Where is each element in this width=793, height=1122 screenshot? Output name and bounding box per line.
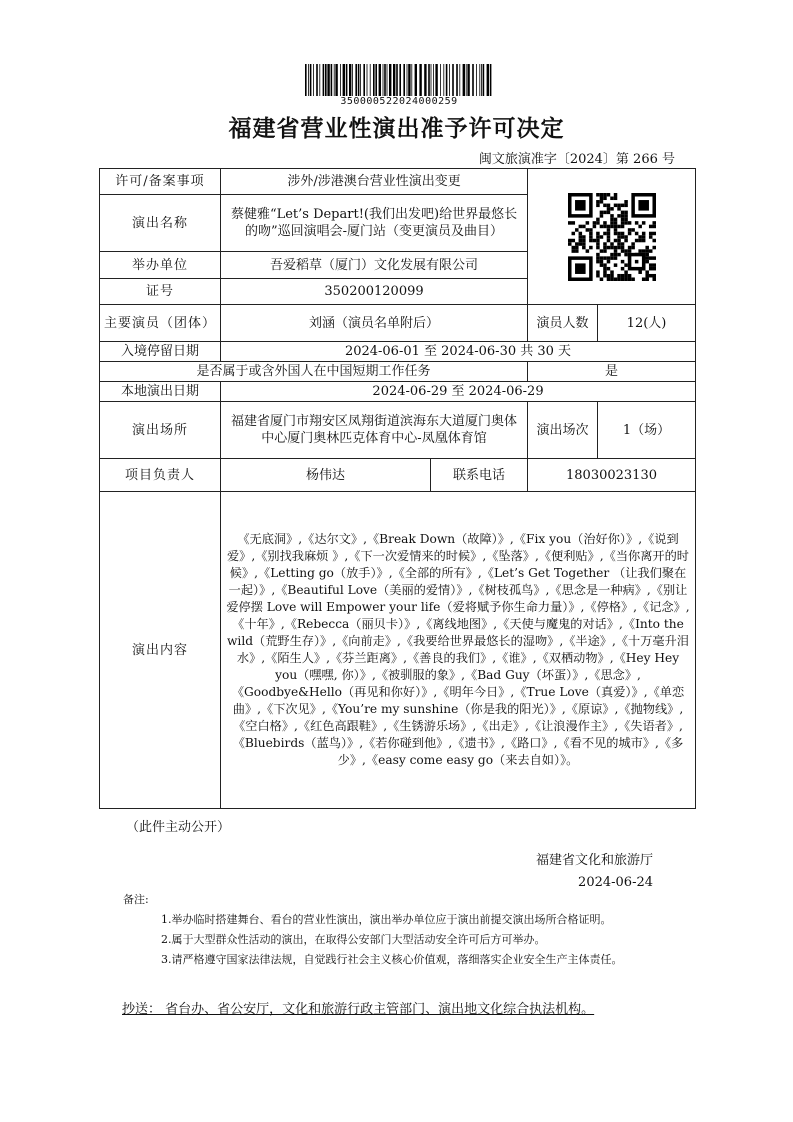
sessions-value: 1（场）	[598, 402, 696, 459]
performers-value: 刘涵（演员名单附后）	[221, 305, 528, 342]
license-item-label: 许可/备案事项	[100, 169, 221, 195]
performer-count-value: 12(人)	[598, 305, 696, 342]
phone-label: 联系电话	[431, 459, 528, 492]
content-label: 演出内容	[100, 492, 221, 809]
short-work-value: 是	[528, 362, 696, 382]
manager-label: 项目负责人	[100, 459, 221, 492]
notes-header: 备注:	[123, 893, 149, 906]
license-table	[99, 168, 696, 809]
issuer-block	[536, 850, 653, 894]
cc-line: 抄送： 省台办、省公安厅，文化和旅游行政主管部门、演出地文化综合执法机构。	[122, 1002, 595, 1017]
barcode-number: 350000522024000259	[340, 96, 458, 107]
sessions-label: 演出场次	[528, 402, 598, 459]
performers-label: 主要演员（团体）	[100, 305, 221, 342]
organizer-label: 举办单位	[100, 252, 221, 279]
manager-value: 杨伟达	[221, 459, 431, 492]
organizer-value: 吾爱稻草（厦门）文化发展有限公司	[221, 252, 528, 279]
local-date-label: 本地演出日期	[100, 382, 221, 402]
license-item-value: 涉外/涉港澳台营业性演出变更	[221, 169, 528, 195]
cert-value: 350200120099	[221, 279, 528, 305]
entry-date-value: 2024-06-01 至 2024-06-30 共 30 天	[221, 342, 696, 362]
page-title: 福建省营业性演出准予许可决定	[228, 116, 565, 142]
venue-value: 福建省厦门市翔安区凤翔街道滨海东大道厦门奥体中心厦门奥林匹克体育中心-凤凰体育馆	[221, 402, 528, 459]
notes-section	[123, 890, 683, 970]
issue-date: 2024-06-24	[578, 875, 653, 890]
note-item: 2.属于大型群众性活动的演出，在取得公安部门大型活动安全许可后方可举办。	[161, 933, 546, 946]
issuer-name: 福建省文化和旅游厅	[535, 853, 653, 868]
entry-date-label: 入境停留日期	[100, 342, 221, 362]
show-name-label: 演出名称	[100, 195, 221, 252]
venue-label: 演出场所	[100, 402, 221, 459]
performer-count-label: 演员人数	[528, 305, 598, 342]
note-item: 1.举办临时搭建舞台、看台的营业性演出，演出举办单位应于演出前提交演出场所合格证明。	[161, 913, 612, 926]
qr-cell	[528, 169, 696, 305]
phone-value: 18030023130	[528, 459, 696, 492]
barcode	[305, 64, 493, 96]
note-item: 3.请严格遵守国家法律法规，自觉践行社会主义核心价值观，落细落实企业安全生产主体责任。	[161, 953, 623, 966]
short-work-label: 是否属于或含外国人在中国短期工作任务	[100, 362, 528, 382]
show-name-value: 蔡健雅“Let’s Depart!(我们出发吧)给世界最悠长的吻”巡回演唱会-厦门站（变更演员及曲目）	[221, 195, 528, 252]
document-number: 闽文旅演准字〔2024〕第 266 号	[478, 152, 675, 167]
local-date-value: 2024-06-29 至 2024-06-29	[221, 382, 696, 402]
cert-label: 证号	[100, 279, 221, 305]
content-value: 《无底洞》,《达尔文》,《Break Down（故障）》,《Fix you（治好你）》,《说到爱》,《别找我麻烦 》,《下一次爱情来的时候》,《坠落》,《便利贴》,《当你离开的时候》,《Letting go（放手）》,《全部的所有》,《Let’s Get Together （让我们聚在一起）》,《Beautiful Love（美丽的爱情）》,《树枝孤鸟》,《思念是一种病》,《别让爱停摆 Love will Empower your life（爱将赋予你生命力量）》,《停格》,《记念》,《十年》,《Rebecca（丽贝卡）》,《离线地图》,《天使与魔鬼的对话》,《Into the wild（荒野生存）》,《向前走》,《我要给世界最悠长的湿吻》,《半途》,《十万毫升泪水》,《陌生人》,《芬兰距离》,《善良的我们》,《谁》,《双栖动物》,《Hey Hey you（嘿嘿, 你）》,《被驯服的象》,《Bad Guy（坏蛋）》,《思念》,《Goodbye&Hello（再见和你好）》,《明年今日》,《True Love（真爱）》,《单恋曲》,《下次见》,《You’re my sunshine（你是我的阳光）》,《原谅》,《抛物线》,《空白格》,《红色高跟鞋》,《生锈游乐场》,《出走》,《让浪漫作主》,《失语者》,《Bluebirds（蓝鸟）》,《若你碰到他》,《遗书》,《路口》,《看不见的城市》,《多少》,《easy come easy go（来去自如）》。	[221, 492, 696, 809]
public-note: （此件主动公开）	[126, 820, 231, 835]
qr-code-icon	[533, 193, 691, 281]
